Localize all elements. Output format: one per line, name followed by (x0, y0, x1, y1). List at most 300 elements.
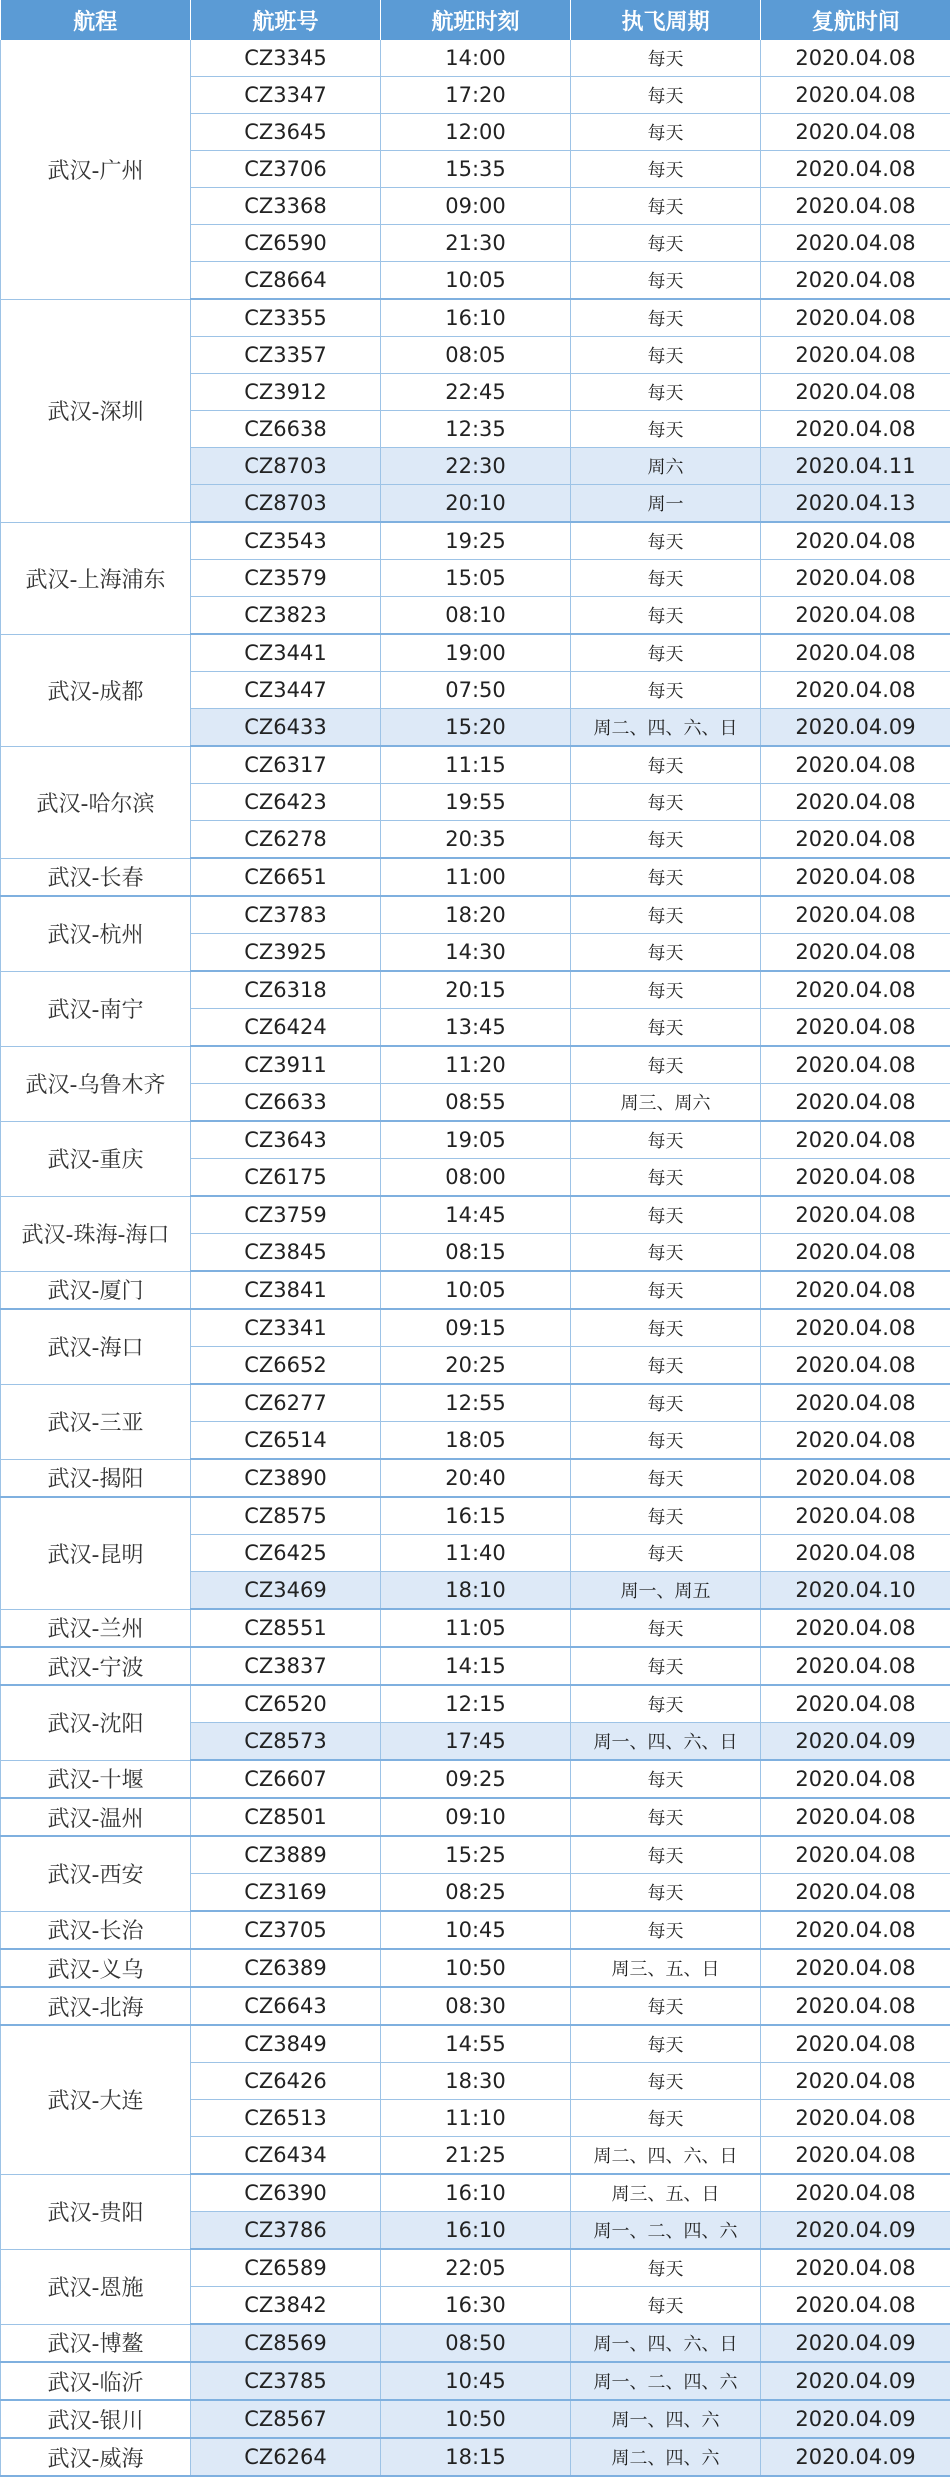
table-row (1, 1384, 950, 1422)
operating-days-cell: 每天 (571, 1987, 761, 2025)
operating-days-cell: 周二、四、六、日 (571, 2137, 761, 2175)
flight-time-cell: 08:10 (381, 597, 571, 635)
flight-time-cell: 11:15 (381, 746, 571, 784)
table-row (1, 746, 950, 784)
operating-days-cell: 每天 (571, 1497, 761, 1535)
resume-date-cell: 2020.04.09 (761, 2362, 950, 2400)
operating-days-cell: 每天 (571, 114, 761, 151)
resume-date-cell: 2020.04.08 (761, 896, 950, 934)
operating-days-cell: 每天 (571, 784, 761, 821)
operating-days-cell: 周三、五、日 (571, 1949, 761, 1987)
flight-time-cell: 16:15 (381, 1497, 571, 1535)
flight-number-cell: CZ3785 (191, 2362, 381, 2400)
resume-date-cell: 2020.04.08 (761, 1459, 950, 1497)
route-cell: 武汉-上海浦东 (1, 522, 191, 634)
flight-time-cell: 18:10 (381, 1572, 571, 1610)
operating-days-cell: 每天 (571, 77, 761, 114)
resume-date-cell: 2020.04.09 (761, 1723, 950, 1761)
header-resume-date: 复航时间 (761, 0, 950, 40)
resume-date-cell: 2020.04.08 (761, 2174, 950, 2212)
flight-time-cell: 19:00 (381, 634, 571, 672)
operating-days-cell: 每天 (571, 1234, 761, 1272)
flight-number-cell: CZ6589 (191, 2249, 381, 2287)
flight-number-cell: CZ8551 (191, 1609, 381, 1647)
operating-days-cell: 周一 (571, 485, 761, 523)
operating-days-cell: 每天 (571, 2249, 761, 2287)
resume-date-cell: 2020.04.08 (761, 1911, 950, 1949)
operating-days-cell: 每天 (571, 858, 761, 896)
operating-days-cell: 每天 (571, 746, 761, 784)
resume-date-cell: 2020.04.08 (761, 262, 950, 300)
flight-time-cell: 14:30 (381, 934, 571, 972)
flight-number-cell: CZ3441 (191, 634, 381, 672)
flight-number-cell: CZ3357 (191, 337, 381, 374)
flight-time-cell: 08:05 (381, 337, 571, 374)
flight-time-cell: 20:25 (381, 1347, 571, 1385)
operating-days-cell: 周二、四、六、日 (571, 709, 761, 747)
flight-number-cell: CZ8573 (191, 1723, 381, 1761)
operating-days-cell: 每天 (571, 40, 761, 77)
header-operating-days: 执飞周期 (571, 0, 761, 40)
resume-date-cell: 2020.04.10 (761, 1572, 950, 1610)
table-header (1, 0, 950, 40)
operating-days-cell: 每天 (571, 560, 761, 597)
flight-time-cell: 19:05 (381, 1121, 571, 1159)
resume-date-cell: 2020.04.09 (761, 709, 950, 747)
table-row (1, 2438, 950, 2476)
flight-time-cell: 20:35 (381, 821, 571, 859)
resume-date-cell: 2020.04.08 (761, 1046, 950, 1084)
resume-date-cell: 2020.04.08 (761, 522, 950, 560)
resume-date-cell: 2020.04.08 (761, 40, 950, 77)
resume-date-cell: 2020.04.09 (761, 2212, 950, 2250)
resume-date-cell: 2020.04.08 (761, 1422, 950, 1460)
resume-date-cell: 2020.04.08 (761, 1798, 950, 1836)
flight-time-cell: 16:10 (381, 2174, 571, 2212)
flight-number-cell: CZ8575 (191, 1497, 381, 1535)
route-cell: 武汉-宁波 (1, 1647, 191, 1685)
route-cell: 武汉-海口 (1, 1309, 191, 1384)
flight-number-cell: CZ6434 (191, 2137, 381, 2175)
operating-days-cell: 每天 (571, 1309, 761, 1347)
operating-days-cell: 每天 (571, 2100, 761, 2137)
table-row (1, 896, 950, 934)
operating-days-cell: 周一、四、六 (571, 2400, 761, 2438)
resume-date-cell: 2020.04.08 (761, 77, 950, 114)
operating-days-cell: 每天 (571, 1874, 761, 1912)
operating-days-cell: 每天 (571, 1159, 761, 1197)
flight-number-cell: CZ3341 (191, 1309, 381, 1347)
flight-time-cell: 08:15 (381, 1234, 571, 1272)
flight-time-cell: 09:10 (381, 1798, 571, 1836)
flight-number-cell: CZ3925 (191, 934, 381, 972)
flight-time-cell: 14:00 (381, 40, 571, 77)
route-cell: 武汉-沈阳 (1, 1685, 191, 1760)
flight-number-cell: CZ3837 (191, 1647, 381, 1685)
flight-time-cell: 12:35 (381, 411, 571, 448)
flight-number-cell: CZ3889 (191, 1836, 381, 1874)
table-row (1, 1911, 950, 1949)
resume-date-cell: 2020.04.08 (761, 411, 950, 448)
resume-date-cell: 2020.04.08 (761, 746, 950, 784)
resume-date-cell: 2020.04.08 (761, 1384, 950, 1422)
flight-time-cell: 20:10 (381, 485, 571, 523)
flight-number-cell: CZ6175 (191, 1159, 381, 1197)
operating-days-cell: 每天 (571, 188, 761, 225)
route-cell: 武汉-十堰 (1, 1760, 191, 1798)
flight-number-cell: CZ3786 (191, 2212, 381, 2250)
flight-number-cell: CZ3911 (191, 1046, 381, 1084)
flight-number-cell: CZ3706 (191, 151, 381, 188)
resume-date-cell: 2020.04.08 (761, 374, 950, 411)
operating-days-cell: 每天 (571, 374, 761, 411)
operating-days-cell: 每天 (571, 1046, 761, 1084)
resume-date-cell: 2020.04.11 (761, 448, 950, 485)
flight-time-cell: 14:15 (381, 1647, 571, 1685)
table-row (1, 1497, 950, 1535)
table-row (1, 1309, 950, 1347)
operating-days-cell: 周二、四、六 (571, 2438, 761, 2476)
flight-time-cell: 07:50 (381, 672, 571, 709)
operating-days-cell: 每天 (571, 1911, 761, 1949)
flight-number-cell: CZ6423 (191, 784, 381, 821)
resume-date-cell: 2020.04.08 (761, 1009, 950, 1047)
flight-number-cell: CZ6389 (191, 1949, 381, 1987)
resume-date-cell: 2020.04.08 (761, 151, 950, 188)
flight-time-cell: 11:20 (381, 1046, 571, 1084)
route-cell: 武汉-珠海-海口 (1, 1196, 191, 1271)
route-cell: 武汉-三亚 (1, 1384, 191, 1459)
resume-date-cell: 2020.04.08 (761, 1309, 950, 1347)
route-cell: 武汉-西安 (1, 1836, 191, 1911)
operating-days-cell: 每天 (571, 1121, 761, 1159)
flight-time-cell: 21:25 (381, 2137, 571, 2175)
route-cell: 武汉-深圳 (1, 299, 191, 522)
flight-number-cell: CZ3890 (191, 1459, 381, 1497)
flight-number-cell: CZ3469 (191, 1572, 381, 1610)
flight-number-cell: CZ6590 (191, 225, 381, 262)
resume-date-cell: 2020.04.08 (761, 1271, 950, 1309)
table-row (1, 2400, 950, 2438)
resume-date-cell: 2020.04.09 (761, 2400, 950, 2438)
route-cell: 武汉-长春 (1, 858, 191, 896)
operating-days-cell: 每天 (571, 337, 761, 374)
flight-number-cell: CZ6651 (191, 858, 381, 896)
operating-days-cell: 周一、周五 (571, 1572, 761, 1610)
flight-time-cell: 10:45 (381, 1911, 571, 1949)
flight-time-cell: 08:25 (381, 1874, 571, 1912)
operating-days-cell: 每天 (571, 225, 761, 262)
flight-time-cell: 16:10 (381, 299, 571, 337)
operating-days-cell: 每天 (571, 299, 761, 337)
resume-date-cell: 2020.04.08 (761, 821, 950, 859)
flight-time-cell: 09:00 (381, 188, 571, 225)
operating-days-cell: 每天 (571, 1609, 761, 1647)
operating-days-cell: 每天 (571, 2287, 761, 2325)
flight-number-cell: CZ3823 (191, 597, 381, 635)
resume-date-cell: 2020.04.08 (761, 1874, 950, 1912)
flight-time-cell: 21:30 (381, 225, 571, 262)
flight-number-cell: CZ3841 (191, 1271, 381, 1309)
resume-date-cell: 2020.04.08 (761, 2025, 950, 2063)
flight-time-cell: 10:45 (381, 2362, 571, 2400)
flight-time-cell: 10:50 (381, 1949, 571, 1987)
operating-days-cell: 每天 (571, 1422, 761, 1460)
flight-number-cell: CZ6264 (191, 2438, 381, 2476)
route-cell: 武汉-威海 (1, 2438, 191, 2476)
table-row (1, 522, 950, 560)
flight-time-cell: 15:05 (381, 560, 571, 597)
operating-days-cell: 每天 (571, 934, 761, 972)
flight-number-cell: CZ8501 (191, 1798, 381, 1836)
flight-time-cell: 08:00 (381, 1159, 571, 1197)
route-cell: 武汉-昆明 (1, 1497, 191, 1609)
flight-number-cell: CZ6278 (191, 821, 381, 859)
resume-date-cell: 2020.04.08 (761, 2287, 950, 2325)
resume-date-cell: 2020.04.08 (761, 971, 950, 1009)
resume-date-cell: 2020.04.08 (761, 1609, 950, 1647)
table-row (1, 1949, 950, 1987)
route-cell: 武汉-银川 (1, 2400, 191, 2438)
flight-time-cell: 20:15 (381, 971, 571, 1009)
table-row (1, 634, 950, 672)
route-cell: 武汉-大连 (1, 2025, 191, 2174)
resume-date-cell: 2020.04.08 (761, 1347, 950, 1385)
flight-time-cell: 11:40 (381, 1535, 571, 1572)
flight-number-cell: CZ3705 (191, 1911, 381, 1949)
resume-date-cell: 2020.04.08 (761, 1234, 950, 1272)
flight-time-cell: 22:05 (381, 2249, 571, 2287)
resume-date-cell: 2020.04.08 (761, 1535, 950, 1572)
table-row (1, 1685, 950, 1723)
operating-days-cell: 每天 (571, 672, 761, 709)
flight-time-cell: 13:45 (381, 1009, 571, 1047)
flight-time-cell: 18:30 (381, 2063, 571, 2100)
operating-days-cell: 每天 (571, 1384, 761, 1422)
flight-number-cell: CZ3169 (191, 1874, 381, 1912)
flight-number-cell: CZ3912 (191, 374, 381, 411)
operating-days-cell: 每天 (571, 2025, 761, 2063)
resume-date-cell: 2020.04.08 (761, 1836, 950, 1874)
flight-number-cell: CZ6425 (191, 1535, 381, 1572)
flight-number-cell: CZ6633 (191, 1084, 381, 1122)
operating-days-cell: 每天 (571, 821, 761, 859)
operating-days-cell: 每天 (571, 597, 761, 635)
flight-number-cell: CZ8569 (191, 2324, 381, 2362)
flight-time-cell: 15:25 (381, 1836, 571, 1874)
table-row (1, 1121, 950, 1159)
operating-days-cell: 每天 (571, 1798, 761, 1836)
flight-time-cell: 09:15 (381, 1309, 571, 1347)
flight-time-cell: 20:40 (381, 1459, 571, 1497)
flight-time-cell: 22:45 (381, 374, 571, 411)
flight-time-cell: 18:15 (381, 2438, 571, 2476)
resume-date-cell: 2020.04.08 (761, 1685, 950, 1723)
operating-days-cell: 每天 (571, 1009, 761, 1047)
resume-date-cell: 2020.04.09 (761, 2438, 950, 2476)
flight-time-cell: 16:30 (381, 2287, 571, 2325)
resume-date-cell: 2020.04.08 (761, 672, 950, 709)
route-cell: 武汉-厦门 (1, 1271, 191, 1309)
flight-time-cell: 14:45 (381, 1196, 571, 1234)
flight-number-cell: CZ3643 (191, 1121, 381, 1159)
flight-time-cell: 12:00 (381, 114, 571, 151)
resume-date-cell: 2020.04.08 (761, 1084, 950, 1122)
flight-number-cell: CZ3845 (191, 1234, 381, 1272)
flight-time-cell: 08:55 (381, 1084, 571, 1122)
header-row (1, 0, 950, 40)
flight-number-cell: CZ3783 (191, 896, 381, 934)
flight-number-cell: CZ3842 (191, 2287, 381, 2325)
resume-date-cell: 2020.04.08 (761, 2249, 950, 2287)
flight-time-cell: 15:35 (381, 151, 571, 188)
table-row (1, 1836, 950, 1874)
table-row (1, 2362, 950, 2400)
flight-time-cell: 16:10 (381, 2212, 571, 2250)
route-cell: 武汉-成都 (1, 634, 191, 746)
table-row (1, 1271, 950, 1309)
route-cell: 武汉-长治 (1, 1911, 191, 1949)
resume-date-cell: 2020.04.08 (761, 597, 950, 635)
flight-number-cell: CZ3447 (191, 672, 381, 709)
flight-number-cell: CZ3355 (191, 299, 381, 337)
route-cell: 武汉-兰州 (1, 1609, 191, 1647)
operating-days-cell: 每天 (571, 1535, 761, 1572)
flight-time-cell: 12:15 (381, 1685, 571, 1723)
resume-date-cell: 2020.04.09 (761, 2324, 950, 2362)
operating-days-cell: 每天 (571, 971, 761, 1009)
table-row (1, 1046, 950, 1084)
flight-number-cell: CZ6652 (191, 1347, 381, 1385)
flight-time-cell: 18:05 (381, 1422, 571, 1460)
operating-days-cell: 每天 (571, 896, 761, 934)
table-row (1, 1609, 950, 1647)
flight-time-cell: 22:30 (381, 448, 571, 485)
resume-date-cell: 2020.04.08 (761, 1159, 950, 1197)
flight-number-cell: CZ8664 (191, 262, 381, 300)
operating-days-cell: 周一、二、四、六 (571, 2362, 761, 2400)
flight-number-cell: CZ3543 (191, 522, 381, 560)
operating-days-cell: 每天 (571, 522, 761, 560)
resume-date-cell: 2020.04.08 (761, 1760, 950, 1798)
table-row (1, 1196, 950, 1234)
flight-time-cell: 14:55 (381, 2025, 571, 2063)
flight-number-cell: CZ6513 (191, 2100, 381, 2137)
flight-time-cell: 19:25 (381, 522, 571, 560)
resume-date-cell: 2020.04.08 (761, 934, 950, 972)
flight-time-cell: 17:20 (381, 77, 571, 114)
resume-date-cell: 2020.04.08 (761, 114, 950, 151)
resume-date-cell: 2020.04.08 (761, 1196, 950, 1234)
header-route: 航程 (1, 0, 191, 40)
operating-days-cell: 每天 (571, 1760, 761, 1798)
flight-time-cell: 10:05 (381, 262, 571, 300)
flight-number-cell: CZ3645 (191, 114, 381, 151)
operating-days-cell: 周三、周六 (571, 1084, 761, 1122)
operating-days-cell: 每天 (571, 2063, 761, 2100)
route-cell: 武汉-临沂 (1, 2362, 191, 2400)
flight-number-cell: CZ6426 (191, 2063, 381, 2100)
flight-time-cell: 19:55 (381, 784, 571, 821)
resume-date-cell: 2020.04.08 (761, 858, 950, 896)
flight-number-cell: CZ6433 (191, 709, 381, 747)
resume-date-cell: 2020.04.08 (761, 1647, 950, 1685)
flight-number-cell: CZ8567 (191, 2400, 381, 2438)
flight-time-cell: 09:25 (381, 1760, 571, 1798)
table-row (1, 1647, 950, 1685)
resume-date-cell: 2020.04.08 (761, 560, 950, 597)
route-cell: 武汉-重庆 (1, 1121, 191, 1196)
flight-number-cell: CZ6390 (191, 2174, 381, 2212)
operating-days-cell: 周一、四、六、日 (571, 1723, 761, 1761)
table-row (1, 858, 950, 896)
resume-date-cell: 2020.04.08 (761, 1949, 950, 1987)
table-row (1, 2025, 950, 2063)
route-cell: 武汉-恩施 (1, 2249, 191, 2324)
operating-days-cell: 周六 (571, 448, 761, 485)
flight-number-cell: CZ3345 (191, 40, 381, 77)
table-body (1, 40, 950, 2476)
operating-days-cell: 每天 (571, 1459, 761, 1497)
table-row (1, 1760, 950, 1798)
resume-date-cell: 2020.04.08 (761, 784, 950, 821)
table-row (1, 2249, 950, 2287)
operating-days-cell: 每天 (571, 262, 761, 300)
flight-number-cell: CZ6317 (191, 746, 381, 784)
flight-number-cell: CZ6520 (191, 1685, 381, 1723)
header-flight-number: 航班号 (191, 0, 381, 40)
route-cell: 武汉-广州 (1, 40, 191, 299)
flight-number-cell: CZ8703 (191, 448, 381, 485)
resume-date-cell: 2020.04.08 (761, 2100, 950, 2137)
flight-number-cell: CZ6643 (191, 1987, 381, 2025)
table-row (1, 2174, 950, 2212)
operating-days-cell: 周一、四、六、日 (571, 2324, 761, 2362)
flight-number-cell: CZ3759 (191, 1196, 381, 1234)
resume-date-cell: 2020.04.08 (761, 225, 950, 262)
flight-time-cell: 11:00 (381, 858, 571, 896)
operating-days-cell: 每天 (571, 1685, 761, 1723)
operating-days-cell: 每天 (571, 1196, 761, 1234)
flight-time-cell: 11:05 (381, 1609, 571, 1647)
flight-time-cell: 18:20 (381, 896, 571, 934)
flight-number-cell: CZ6424 (191, 1009, 381, 1047)
table-row (1, 299, 950, 337)
header-flight-time: 航班时刻 (381, 0, 571, 40)
operating-days-cell: 周三、五、日 (571, 2174, 761, 2212)
flight-time-cell: 17:45 (381, 1723, 571, 1761)
route-cell: 武汉-揭阳 (1, 1459, 191, 1497)
operating-days-cell: 周一、二、四、六 (571, 2212, 761, 2250)
route-cell: 武汉-哈尔滨 (1, 746, 191, 858)
table-row (1, 1459, 950, 1497)
flight-number-cell: CZ6318 (191, 971, 381, 1009)
flight-time-cell: 11:10 (381, 2100, 571, 2137)
operating-days-cell: 每天 (571, 1647, 761, 1685)
flight-number-cell: CZ6514 (191, 1422, 381, 1460)
flight-number-cell: CZ6638 (191, 411, 381, 448)
flight-number-cell: CZ6607 (191, 1760, 381, 1798)
resume-date-cell: 2020.04.08 (761, 1121, 950, 1159)
resume-date-cell: 2020.04.08 (761, 1497, 950, 1535)
flight-number-cell: CZ6277 (191, 1384, 381, 1422)
resume-date-cell: 2020.04.08 (761, 634, 950, 672)
table-row (1, 2324, 950, 2362)
route-cell: 武汉-乌鲁木齐 (1, 1046, 191, 1121)
operating-days-cell: 每天 (571, 1347, 761, 1385)
resume-date-cell: 2020.04.08 (761, 299, 950, 337)
operating-days-cell: 每天 (571, 1836, 761, 1874)
